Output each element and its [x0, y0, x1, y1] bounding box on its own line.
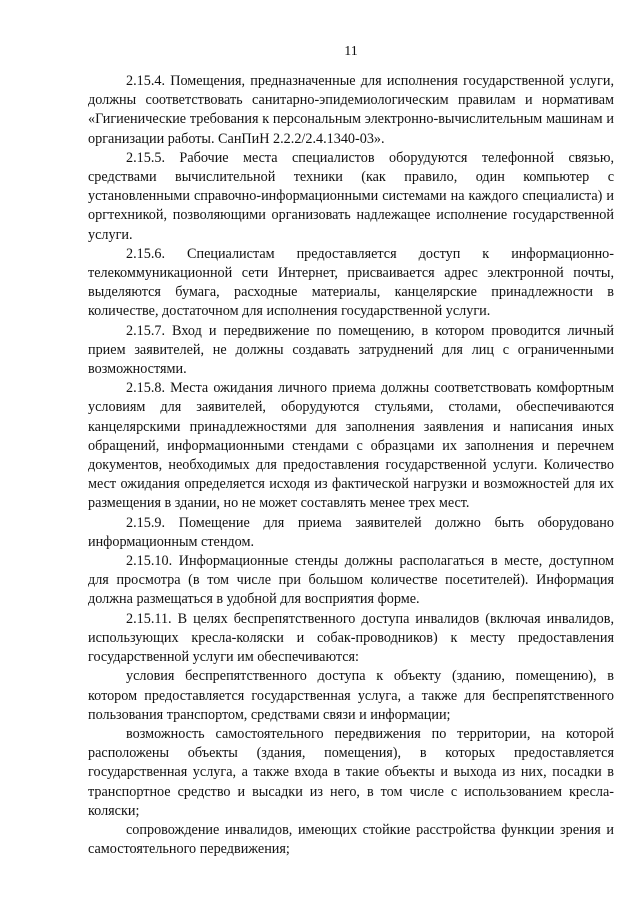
paragraph-2-15-6: 2.15.6. Специалистам предоставляется доступ к информационно-телекоммуникационной сети Интернет, присваивается адрес электронной почты, выделяются бумага, расходные материалы, канцелярские принадлежности в количестве, достаточном для исполнения государственной услуги. [88, 245, 614, 320]
paragraph-independent-movement: возможность самостоятельного передвижения по территории, на которой расположены объекты (здания, помещения), в которых предоставляется государственная услуга, а также входа в такие объекты и выхода из них, посадки в транспортное средство и высадки из него, в том числе с использованием кресла-коляски; [88, 725, 614, 819]
page-number: 11 [344, 44, 358, 59]
paragraph-2-15-9: 2.15.9. Помещение для приема заявителей должно быть оборудовано информационным стендом. [88, 514, 614, 550]
paragraph-2-15-11: 2.15.11. В целях беспрепятственного доступа инвалидов (включая инвалидов, использующих кресла-коляски и собак-проводников) к месту предоставления государственной услуги им обеспечиваются: [88, 610, 614, 666]
paragraph-access-conditions: условия беспрепятственного доступа к объекту (зданию, помещению), в котором предоставляется государственная услуга, а также для беспрепятственного пользования транспортом, средствами связи и информации; [88, 668, 614, 723]
paragraph-2-15-10: 2.15.10. Информационные стенды должны располагаться в месте, доступном для просмотра (в том числе при большом количестве посетителей). Информация должна размещаться в удобной для восприятия форме. [88, 553, 614, 608]
paragraph-2-15-7: 2.15.7. Вход и передвижение по помещению, в котором проводится личный прием заявителей, не должны создавать затруднений для лиц с ограниченными возможностями. [88, 322, 614, 378]
paragraph-2-15-4: 2.15.4. Помещения, предназначенные для исполнения государственной услуги, должны соответствовать санитарно-эпидемиологическим правилам и нормативам «Гигиенические требования к персональным электронно-вычислительным машинам и организации работы. СанПиН 2.2.2/2.4.1340-03». [88, 73, 614, 147]
paragraph-2-15-5: 2.15.5. Рабочие места специалистов оборудуются телефонной связью, средствами вычислительной техники (как правило, один компьютер с установленными справочно-информационными системами на каждого специалиста) и оргтехникой, позволяющими организовать надлежащее исполнение государственной услуги. [88, 149, 614, 243]
paragraph-escort: сопровождение инвалидов, имеющих стойкие расстройства функции зрения и самостоятельного передвижения; [88, 821, 614, 858]
paragraph-2-15-8: 2.15.8. Места ожидания личного приема должны соответствовать комфортным условиям для заявителей, оборудуются стульями, столами, обеспечиваются канцелярскими принадлежностями для заполнения заявления и написания иных обращений, информационными стендами с образцами их заполнения и перечнем документов, необходимых для предоставления государственной услуги. Количество мест ожидания определяется исходя из фактической нагрузки и возможностей для их размещения в здании, но не может составлять менее трех мест. [88, 380, 614, 512]
